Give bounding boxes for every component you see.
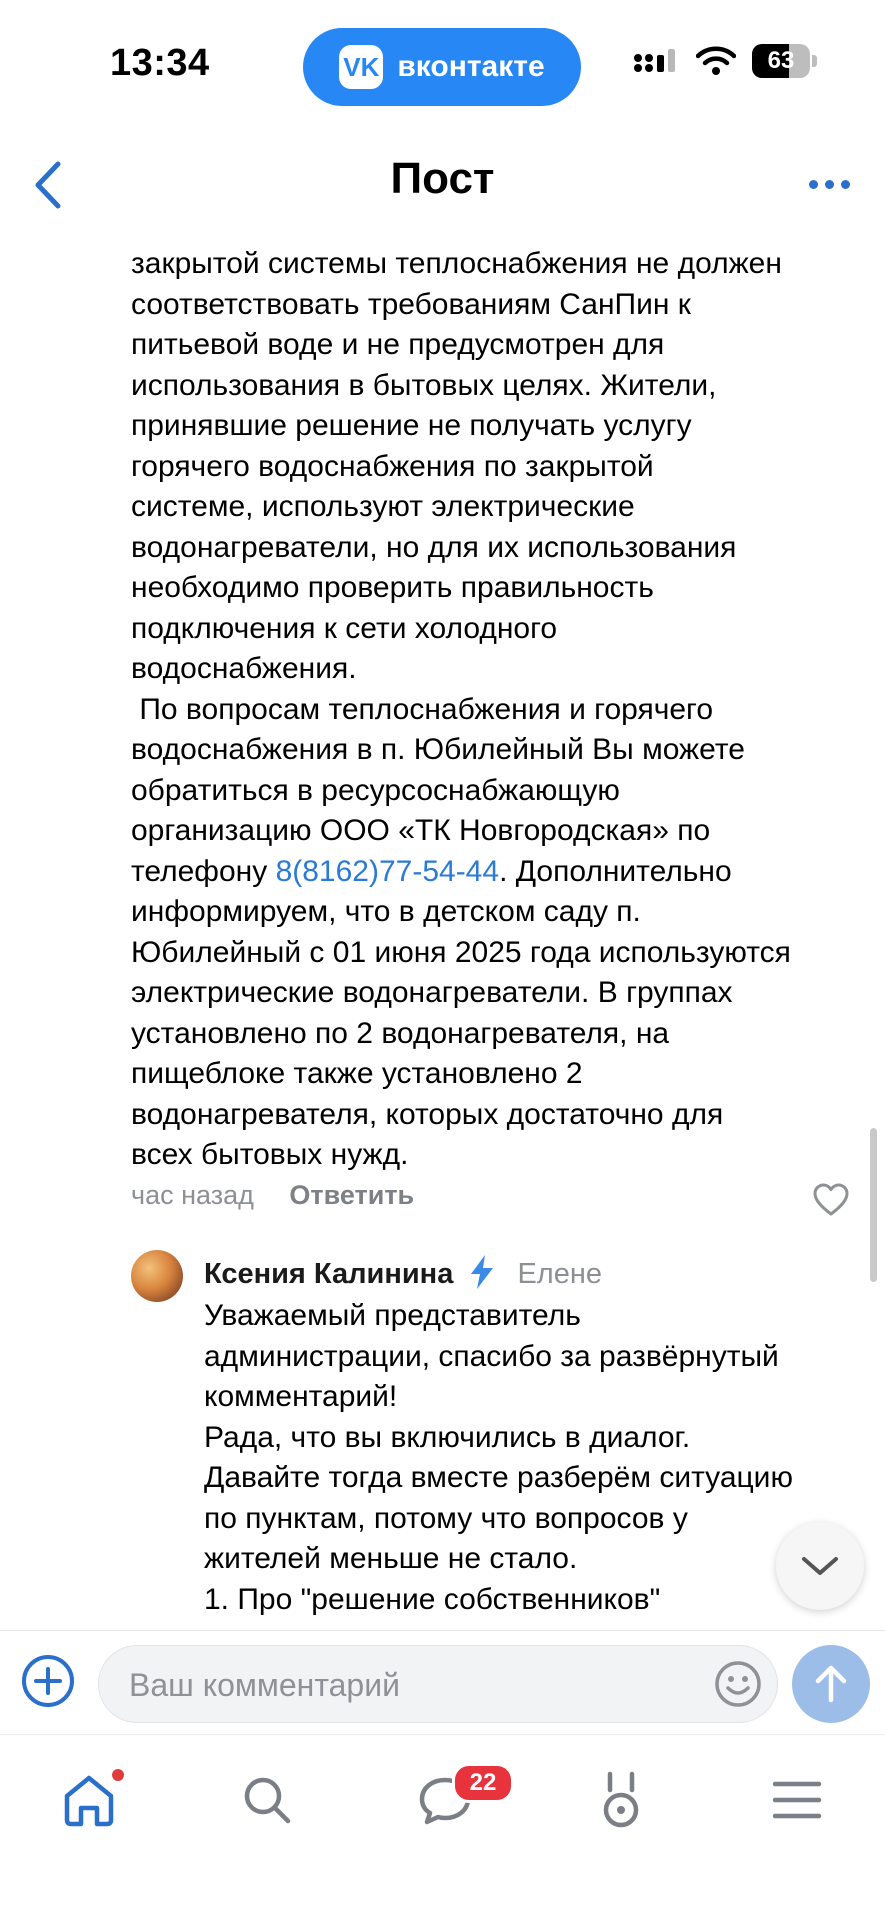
- battery-icon: [752, 44, 817, 78]
- comment-text-part: закрытой системы теплоснабжения не должен соответствовать требованиям СанПин к питьевой воде и не предусмотрен для использования в бытовых целях. Жители, принявшие решение не получать услугу горячего водоснабжения по закрытой системе, используют электрические водонагреватели, но для их использования необходимо проверить правильность подключения к сети холодного водоснабжения. По вопросам теплоснабжения и горячего водоснабжения в п. Юбилейный Вы можете обратиться в ресурсоснабжающую организацию ООО «ТК Новгородская» по телефону: [131, 247, 782, 888]
- reply-body: Уважаемый представитель администрации, спасибо за развёрнутый комментарий! Рада, что вы включились в диалог. Давайте тогда вместе разберём ситуацию по пунктам, потому что вопросов у жителей меньше не стало. 1. Про "решение собственников": [204, 1299, 793, 1616]
- comment-input[interactable]: [127, 1646, 691, 1724]
- more-options-button[interactable]: [793, 154, 865, 214]
- post-comments[interactable]: [0, 244, 885, 1630]
- more-dots-icon: [809, 180, 818, 189]
- tab-search[interactable]: [222, 1755, 312, 1845]
- status-time: 13:34: [110, 42, 210, 84]
- avatar[interactable]: [131, 1250, 183, 1302]
- send-button[interactable]: [792, 1645, 870, 1723]
- clips-icon: [596, 1770, 646, 1830]
- chevron-down-icon: [800, 1554, 840, 1578]
- tab-menu[interactable]: [752, 1755, 842, 1845]
- comment-composer: [0, 1630, 885, 1735]
- reply-recipient[interactable]: Елене: [517, 1258, 602, 1290]
- comment-body: [131, 244, 861, 1176]
- header: [0, 140, 885, 240]
- comment-input-container: [98, 1645, 778, 1723]
- messages-badge: 22: [452, 1763, 514, 1803]
- tab-bar: [0, 1734, 885, 1921]
- add-attachment-icon[interactable]: [20, 1653, 76, 1709]
- wifi-icon: [696, 46, 736, 76]
- heart-icon[interactable]: [811, 1180, 851, 1220]
- page-title: Пост: [390, 154, 495, 203]
- notification-dot: [112, 1769, 124, 1781]
- system-icons: [632, 44, 817, 78]
- scrollbar[interactable]: [870, 1128, 877, 1282]
- tab-messages[interactable]: [400, 1755, 497, 1845]
- app-pill[interactable]: [303, 28, 581, 106]
- emoji-icon[interactable]: [713, 1659, 763, 1709]
- arrow-up-icon: [814, 1664, 848, 1704]
- reply-header: [204, 1254, 602, 1291]
- menu-icon: [771, 1778, 823, 1822]
- lightning-badge-icon: [467, 1254, 497, 1290]
- comment-text-part: . Дополнительно информируем, что в детском саду п. Юбилейный с 01 июня 2025 года используются электрические водонагреватели. В группах установлено по 2 водонагревателя, на пищеблоке также установлено 2 водонагревателя, которых достаточно для всех бытовых нужд.: [131, 854, 791, 1171]
- comment-timestamp: час назад: [131, 1180, 254, 1210]
- scroll-to-bottom-button[interactable]: [776, 1522, 864, 1610]
- app-pill-label: вконтакте: [397, 50, 545, 83]
- tab-home[interactable]: [44, 1755, 134, 1845]
- comment-meta: [131, 1180, 851, 1224]
- reply-button[interactable]: Ответить: [289, 1180, 415, 1210]
- status-bar: [0, 0, 885, 140]
- battery-level: 63: [767, 47, 795, 74]
- home-icon: [59, 1772, 119, 1828]
- tab-clips[interactable]: [576, 1755, 666, 1845]
- cellular-signal-icon: [632, 46, 680, 76]
- reply-author[interactable]: Ксения Калинина: [204, 1258, 454, 1290]
- search-icon: [239, 1772, 295, 1828]
- phone-link[interactable]: 8(8162)77-54-44: [275, 854, 500, 888]
- vk-logo-icon: VK: [339, 45, 383, 89]
